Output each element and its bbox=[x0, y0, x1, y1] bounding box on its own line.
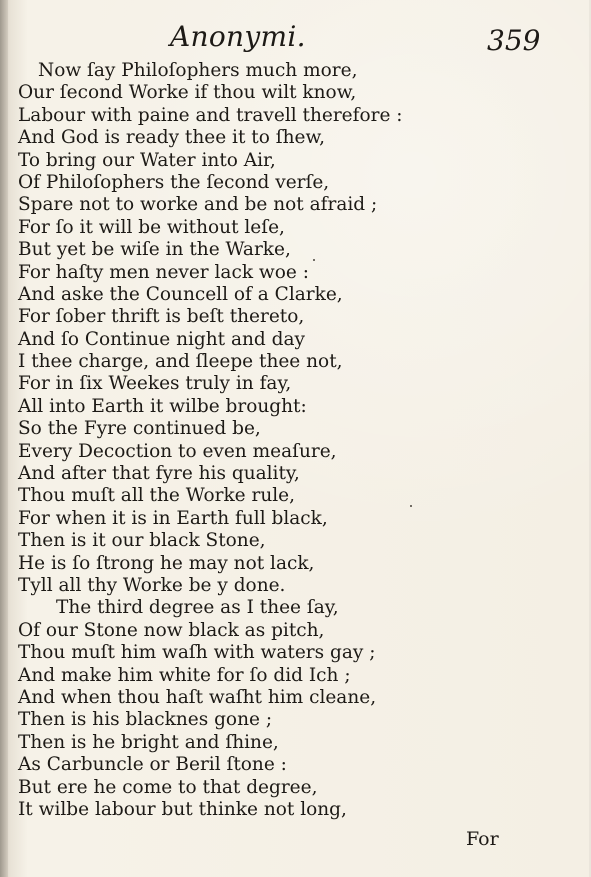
verse-block bbox=[18, 60, 488, 821]
verse-line: To bring our Water into Air, bbox=[18, 149, 276, 171]
ink-speck bbox=[410, 505, 412, 507]
verse-line: And after that fyre his quality, bbox=[18, 463, 300, 485]
verse-line: For in ſix Weekes truly in fay, bbox=[18, 373, 292, 395]
verse-line: And God is ready thee it to ſhew, bbox=[18, 127, 325, 149]
verse-line: As Carbuncle or Beril ſtone : bbox=[18, 754, 287, 776]
verse-line: He is ſo ſtrong he may not lack, bbox=[18, 552, 315, 574]
verse-line: Thou muſt all the Worke rule, bbox=[18, 485, 296, 507]
verse-line: Thou muſt him waſh with waters gay ; bbox=[18, 642, 376, 664]
verse-line: Of our Stone now black as pitch, bbox=[18, 619, 325, 641]
binding-gutter-shadow bbox=[0, 0, 8, 877]
verse-line: But ere he come to that degree, bbox=[18, 776, 318, 798]
ink-speck bbox=[313, 259, 315, 261]
verse-line: Of Philoſophers the ſecond verſe, bbox=[18, 171, 330, 193]
verse-line: Then is it our black Stone, bbox=[18, 530, 266, 552]
verse-line: And ſo Continue night and day bbox=[18, 328, 305, 350]
verse-line: For when it is in Earth full black, bbox=[18, 507, 328, 529]
verse-line: Then is he bright and ſhine, bbox=[18, 731, 279, 753]
verse-line: So the Fyre continued be, bbox=[18, 418, 261, 440]
verse-line: Every Decoction to even meaſure, bbox=[18, 440, 337, 462]
verse-line: It wilbe labour but thinke not long, bbox=[18, 798, 347, 820]
catchword: For bbox=[466, 828, 499, 850]
verse-line: I thee charge, and ſleepe thee not, bbox=[18, 351, 343, 373]
verse-line: For ſo it will be without leſe, bbox=[18, 216, 285, 238]
verse-line: But yet be wiſe in the Warke, bbox=[18, 239, 291, 261]
verse-line: Labour with paine and travell therefore : bbox=[18, 104, 403, 126]
verse-line: For ſober thrift is beſt thereto, bbox=[18, 306, 305, 328]
verse-line: For haſty men never lack woe : bbox=[18, 261, 309, 283]
verse-line: Spare not to worke and be not afraid ; bbox=[18, 194, 378, 216]
verse-line: Then is his blacknes gone ; bbox=[18, 709, 273, 731]
verse-line: The third degree as I thee ſay, bbox=[56, 597, 339, 619]
verse-line: Tyll all thy Worke be y done. bbox=[18, 574, 286, 596]
running-head: Anonymi. bbox=[170, 20, 306, 53]
page-number: 359 bbox=[487, 24, 541, 57]
verse-line: Now ſay Philoſophers much more, bbox=[38, 60, 358, 81]
verse-line: And when thou haſt waſht him cleane, bbox=[18, 686, 377, 708]
verse-line: And make him white for ſo did Ich ; bbox=[18, 664, 351, 686]
verse-line: Our ſecond Worke if thou wilt know, bbox=[18, 82, 357, 104]
verse-line: And aske the Councell of a Clarke, bbox=[18, 283, 343, 305]
verse-line: All into Earth it wilbe brought: bbox=[18, 395, 307, 417]
